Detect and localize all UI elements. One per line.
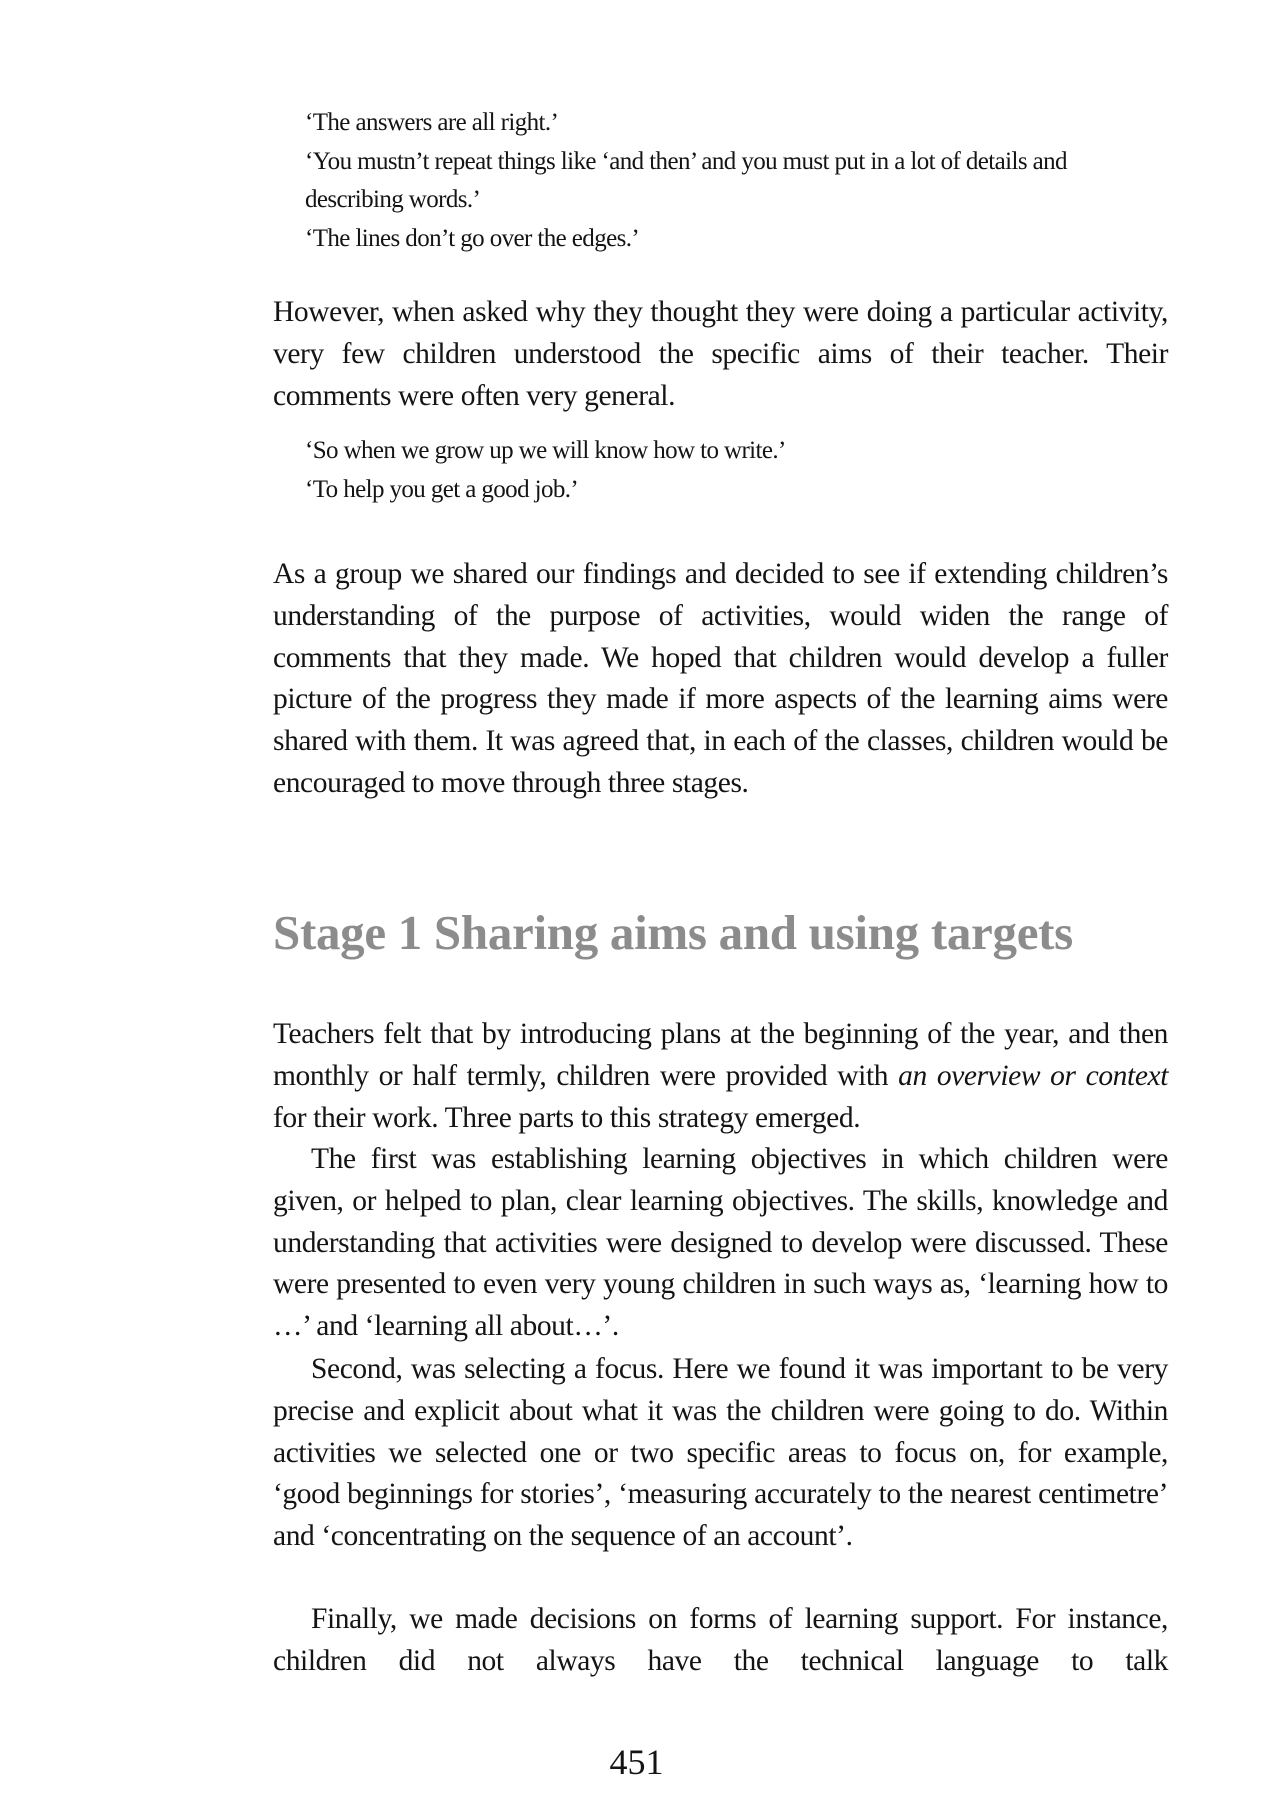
paragraph-finally-support: Finally, we made decisions on forms of learning support. For instance, children did not always have the technical language to talk — [273, 1603, 1168, 1677]
paragraph-group-findings: As a group we shared our findings and decided to see if extending children’s understanding of the purpose of activities, would widen the range of comments that they made. We hoped that children would develop a fuller picture of the progress they made if more aspects of the learning aims were shared with them. It was agreed that, in each of the classes, children would be encouraged to move through three stages. — [273, 558, 1168, 799]
page-number: 451 — [609, 1742, 664, 1782]
quote-line: ‘To help you get a good job.’ — [305, 475, 579, 503]
italic-text: an overview or context — [898, 1059, 1168, 1092]
text: for their work. Three parts to this strategy emerged. — [273, 1101, 861, 1134]
paragraph-teachers-felt — [273, 1014, 1168, 1139]
section-heading: Stage 1 Sharing aims and using targets — [273, 905, 1073, 960]
quote-block-1 — [273, 104, 1168, 258]
quote-line: ‘You mustn’t repeat things like ‘and then’ and you must put in a lot of details and describing words.’ — [305, 147, 1067, 213]
quote-line: ‘So when we grow up we will know how to write.’ — [305, 437, 786, 464]
quote-line: ‘The answers are all right.’ — [305, 109, 559, 136]
paragraph-second-focus: Second, was selecting a focus. Here we found it was important to be very precise and explicit about what it was the children were going to do. Within activities we selected one or two specific areas to focus on, for example, ‘good beginnings for stories’, ‘measuring accurately to the nearest centimetre’ and ‘concentrating on the sequence of an account’. — [273, 1353, 1168, 1553]
quote-line: ‘The lines don’t go over the edges.’ — [305, 224, 640, 252]
quote-block-2 — [273, 432, 1168, 509]
paragraph-however: However, when asked why they thought they were doing a particular activity, very few children understood the specific aims of their teacher. Their comments were often very general. — [273, 296, 1168, 412]
paragraph-first-objectives: The first was establishing learning objectives in which children were given, or helped to plan, clear learning objectives. The skills, knowledge and understanding that activities were designed to develop were discussed. These were presented to even very young children in such ways as, ‘learning how to …’ and ‘learning all about…’. — [273, 1143, 1168, 1343]
text: Teachers felt that by introducing plans at the beginning of the year, and then monthly or half termly, children were provided with — [273, 1018, 1168, 1092]
